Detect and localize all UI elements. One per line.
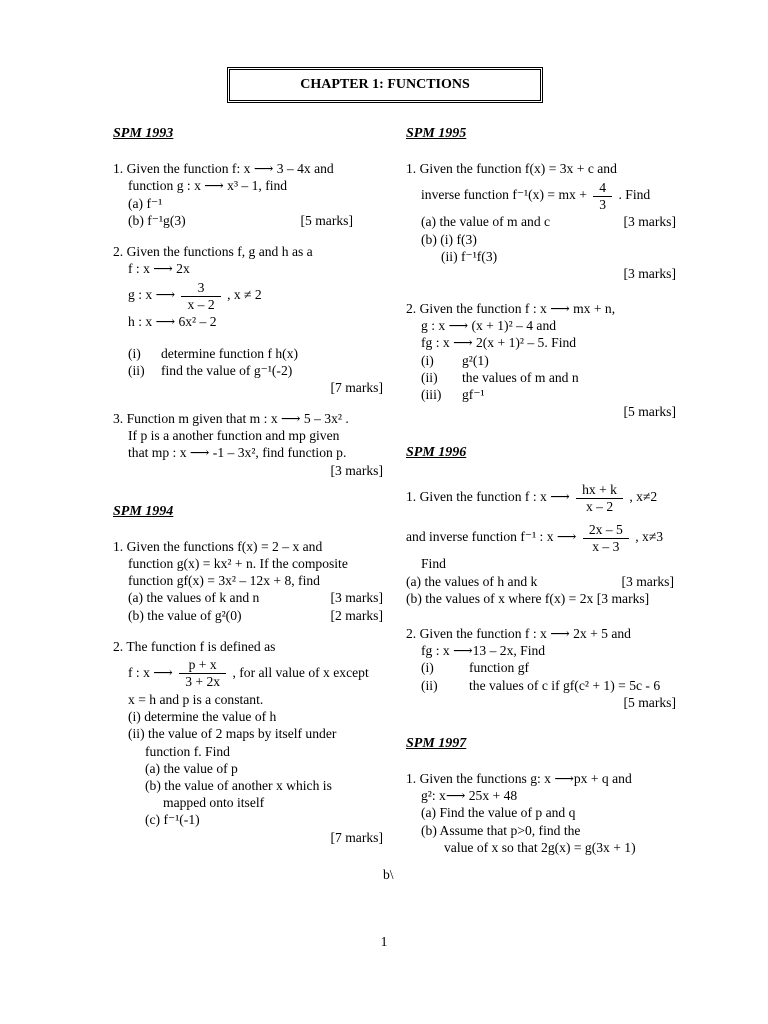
section-heading-spm-1995: SPM 1995 xyxy=(406,126,467,141)
part-label: (ii) xyxy=(421,677,438,693)
section-heading-spm-1997: SPM 1997 xyxy=(406,735,467,751)
fraction xyxy=(181,280,220,313)
part-b xyxy=(113,607,383,624)
question-1994-1 xyxy=(113,538,383,624)
marks-label: [3 marks] xyxy=(623,266,676,282)
inverse-function-line xyxy=(406,177,676,213)
marks-label: [3 marks] xyxy=(623,214,676,230)
text-line: function g : x ⟶ x³ – 1, find xyxy=(128,178,288,194)
g-suffix: , x ≠ 2 xyxy=(227,287,262,303)
part-b: (b) the value of another x which is xyxy=(145,778,332,794)
question-1993-1 xyxy=(113,160,383,229)
fraction xyxy=(179,657,226,690)
section-heading-spm-1993: SPM 1993 xyxy=(113,126,174,141)
fraction-denominator: 3 xyxy=(599,196,607,212)
text-line: 1. Given the function f(x) = 3x + c and xyxy=(406,161,617,177)
fraction-numerator: hx + k xyxy=(576,482,623,499)
marks-line xyxy=(406,265,676,282)
chapter-title: CHAPTER 1: FUNCTIONS xyxy=(227,67,543,103)
inverse-prefix: and inverse function f⁻¹ : x ⟶ xyxy=(406,529,577,545)
text-line: function f. Find xyxy=(145,743,230,759)
text-line: Find xyxy=(421,556,446,572)
part-label: (i) xyxy=(421,660,434,676)
f-prefix: f : x ⟶ xyxy=(128,665,173,681)
text-line: fg : x ⟶13 – 2x, Find xyxy=(421,643,546,659)
text-line: 2. The function f is defined as xyxy=(113,638,276,654)
marks-label: [5 marks] xyxy=(623,694,676,710)
text-line: g²: x⟶ 25x + 48 xyxy=(421,788,518,804)
stray-text: b\ xyxy=(383,867,394,882)
text-line: If p is a another function and mp given xyxy=(128,428,340,444)
part-text: find the value of g⁻¹(-2) xyxy=(161,362,293,378)
part-i xyxy=(406,659,676,676)
part-ii xyxy=(406,677,676,694)
part-label: (iii) xyxy=(421,387,442,403)
function-f-line xyxy=(113,655,383,691)
marks-line xyxy=(113,829,383,846)
marks-label: [3 marks] xyxy=(621,573,674,589)
question-1993-3 xyxy=(113,410,383,479)
marks-label: [5 marks] xyxy=(623,404,676,420)
text-line: mapped onto itself xyxy=(163,795,265,811)
left-column xyxy=(113,125,383,860)
question-1996-1 xyxy=(406,479,676,607)
inverse-function-line xyxy=(406,519,676,555)
part-i: (i) determine the value of h xyxy=(128,709,277,725)
question-1995-2 xyxy=(406,300,676,420)
part-a-text: (a) the value of m and c xyxy=(421,214,551,230)
part-a: (a) f⁻¹ xyxy=(128,195,163,211)
part-text: gf⁻¹ xyxy=(462,387,485,403)
part-label: (ii) xyxy=(421,369,438,385)
fraction-numerator: p + x xyxy=(179,657,226,674)
text-line: function gf(x) = 3x² – 12x + 8, find xyxy=(128,573,320,589)
marks-label: [7 marks] xyxy=(330,829,383,845)
marks-label: [3 marks] xyxy=(330,462,383,478)
text-line: 2. Given the function f : x ⟶ 2x + 5 and xyxy=(406,626,631,642)
fraction xyxy=(583,522,629,555)
function-f-line xyxy=(406,479,676,515)
part-a: (a) Find the value of p and q xyxy=(421,805,576,821)
part-ii xyxy=(406,369,676,386)
g-prefix: g : x ⟶ xyxy=(128,287,176,303)
marks-line xyxy=(113,379,383,396)
right-column xyxy=(406,125,676,870)
part-b-text: (b) the value of g²(0) xyxy=(128,607,242,623)
part-b: (b) Assume that p>0, find the xyxy=(421,822,581,838)
f-suffix: , x≠2 xyxy=(629,489,658,505)
part-a xyxy=(406,213,676,230)
function-h-line: h : x ⟶ 6x² – 2 xyxy=(128,314,217,330)
f-prefix: 1. Given the function f : x ⟶ xyxy=(406,489,570,505)
part-b: (b) (i) f(3) xyxy=(421,231,477,247)
inverse-suffix: , x≠3 xyxy=(635,529,664,545)
fraction-numerator: 2x – 5 xyxy=(583,522,629,539)
section-heading-spm-1996: SPM 1996 xyxy=(406,445,467,461)
part-a xyxy=(113,589,383,606)
part-i xyxy=(113,345,383,362)
question-1995-1 xyxy=(406,160,676,282)
text-line: 3. Function m given that m : x ⟶ 5 – 3x² . xyxy=(113,411,349,427)
part-i xyxy=(406,352,676,369)
fraction-numerator: 3 xyxy=(181,280,220,297)
part-iii xyxy=(406,386,676,403)
marks-line xyxy=(113,462,383,479)
f-suffix: , for all value of x except xyxy=(232,665,369,681)
part-a-text: (a) the values of k and n xyxy=(128,590,260,606)
marks-label: [7 marks] xyxy=(330,380,383,396)
part-a xyxy=(406,573,676,590)
fraction-numerator: 4 xyxy=(593,180,612,197)
part-b: (b) the values of x where f(x) = 2x [3 marks] xyxy=(406,590,650,606)
part-label: (ii) xyxy=(128,362,145,378)
part-text: the values of c if gf(c² + 1) = 5c - 6 xyxy=(469,677,661,693)
text-line: function g(x) = kx² + n. If the composite xyxy=(128,556,348,572)
fraction-denominator: x – 2 xyxy=(187,296,215,312)
part-a: (a) the value of p xyxy=(145,760,238,776)
section-heading-spm-1994: SPM 1994 xyxy=(113,503,174,519)
marks-label: [5 marks] xyxy=(300,212,353,228)
text-line: 2. Given the function f : x ⟶ mx + n, xyxy=(406,301,616,317)
part-b-text: (b) f⁻¹g(3) xyxy=(128,212,186,228)
part-a-text: (a) the values of h and k xyxy=(406,573,538,589)
text-line: 1. Given the functions f(x) = 2 – x and xyxy=(113,538,323,554)
fraction-denominator: x – 2 xyxy=(585,498,614,514)
question-1993-2 xyxy=(113,243,383,396)
question-1997-1 xyxy=(406,770,676,856)
text-line: 1. Given the functions g: x ⟶px + q and xyxy=(406,771,632,787)
fraction xyxy=(593,180,612,213)
marks-line xyxy=(406,403,676,420)
part-text: the values of m and n xyxy=(462,369,579,385)
marks-line xyxy=(406,694,676,711)
page-number: 1 xyxy=(380,934,388,949)
text-line: 1. Given the function f: x ⟶ 3 – 4x and xyxy=(113,161,334,177)
part-b-ii: (ii) f⁻¹f(3) xyxy=(441,248,498,264)
text-line: g : x ⟶ (x + 1)² – 4 and xyxy=(421,318,557,334)
inverse-suffix: . Find xyxy=(618,187,651,203)
fraction xyxy=(576,482,623,515)
text-line: value of x so that 2g(x) = g(3x + 1) xyxy=(444,839,636,855)
part-ii: (ii) the value of 2 maps by itself under xyxy=(128,726,337,742)
part-c: (c) f⁻¹(-1) xyxy=(145,812,200,828)
text-line: that mp : x ⟶ -1 – 3x², find function p. xyxy=(128,445,347,461)
inverse-prefix: inverse function f⁻¹(x) = mx + xyxy=(421,187,587,203)
part-text: determine function f h(x) xyxy=(161,345,299,361)
fraction-denominator: 3 + 2x xyxy=(185,674,221,690)
text-line: x = h and p is a constant. xyxy=(128,692,264,708)
question-1996-2 xyxy=(406,625,676,711)
part-ii xyxy=(113,362,383,379)
part-text: function gf xyxy=(469,660,530,676)
text-line: f : x ⟶ 2x xyxy=(128,261,190,277)
marks-label: [3 marks] xyxy=(330,590,383,606)
part-text: g²(1) xyxy=(462,352,489,368)
part-label: (i) xyxy=(128,345,141,361)
fraction-denominator: x – 3 xyxy=(592,538,620,554)
part-label: (i) xyxy=(421,352,434,368)
text-line: fg : x ⟶ 2(x + 1)² – 5. Find xyxy=(421,335,577,351)
text-line: 2. Given the functions f, g and h as a xyxy=(113,244,313,260)
function-g-line xyxy=(113,277,383,313)
part-b xyxy=(113,212,383,229)
question-1994-2 xyxy=(113,638,383,846)
marks-label: [2 marks] xyxy=(330,607,383,623)
